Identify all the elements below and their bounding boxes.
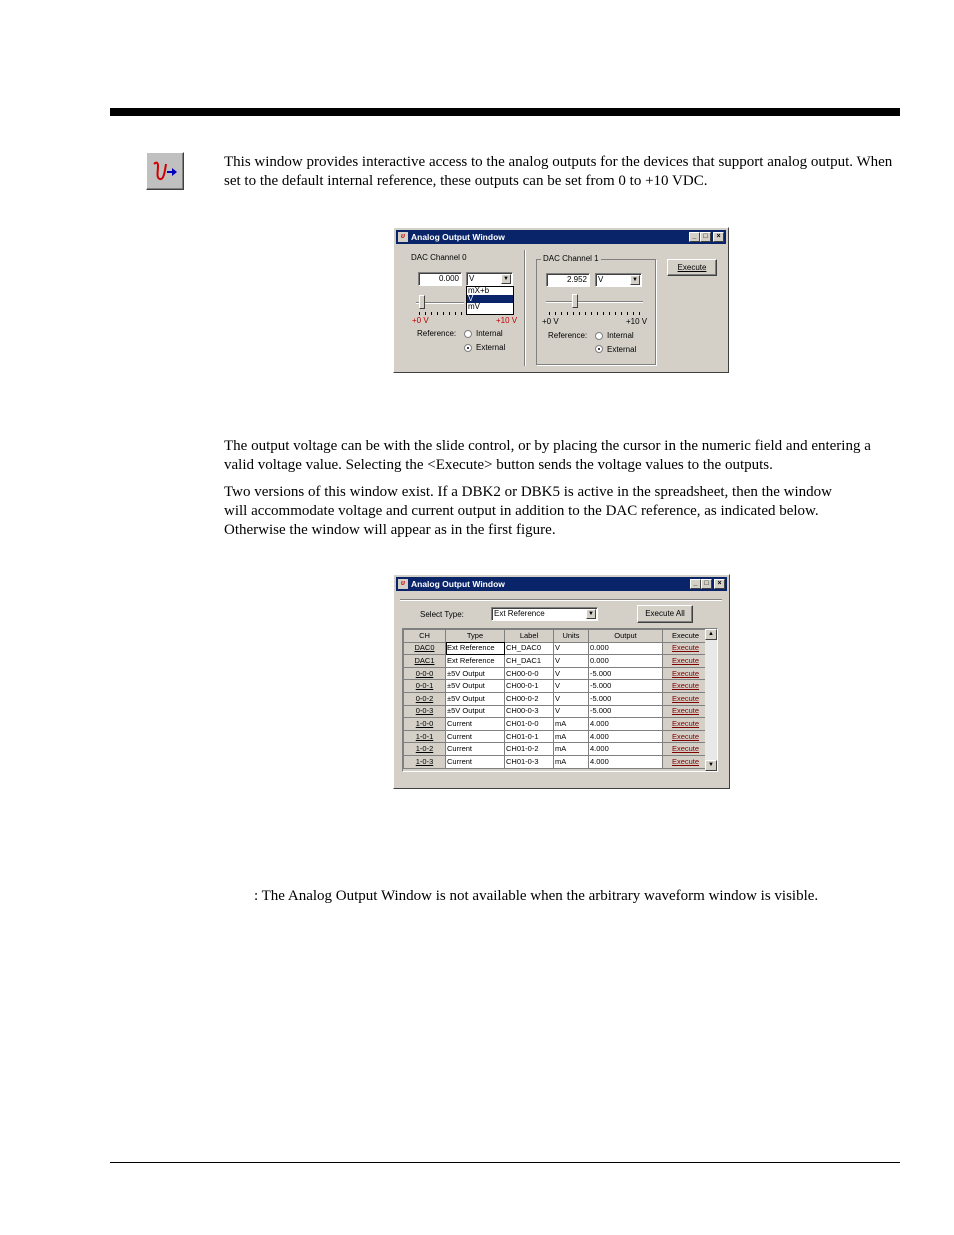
dac1-units-select[interactable] bbox=[595, 273, 642, 287]
row-output[interactable]: 4.000 bbox=[589, 755, 663, 768]
dac1-value-input[interactable]: 2.952 bbox=[546, 273, 590, 287]
row-execute-button[interactable]: Execute bbox=[663, 655, 709, 668]
row-type[interactable]: ±5V Output bbox=[446, 667, 505, 680]
dac1-max-label: +10 V bbox=[626, 317, 648, 326]
dac1-internal-label: Internal bbox=[607, 331, 634, 340]
analog-output-toolbar-button[interactable] bbox=[146, 152, 184, 190]
row-label[interactable]: CH01-0-2 bbox=[505, 743, 554, 756]
column-header-execute[interactable]: Execute bbox=[663, 630, 709, 643]
column-header-ch[interactable]: CH bbox=[404, 630, 446, 643]
dac0-reference-label: Reference: bbox=[417, 329, 457, 338]
select-type-dropdown[interactable] bbox=[491, 607, 598, 621]
intro-paragraph: This window provides interactive access to the analog outputs for the devices that support analog output. When set to the default internal reference, these outputs can be set from 0 to +10 VDC. bbox=[224, 154, 893, 189]
row-execute-button[interactable]: Execute bbox=[663, 680, 709, 693]
row-output[interactable]: -5.000 bbox=[589, 705, 663, 718]
analog-output-icon bbox=[150, 158, 180, 184]
dac0-units-value: V bbox=[469, 274, 475, 283]
column-header-type[interactable]: Type bbox=[446, 630, 505, 643]
row-channel[interactable]: 1-0-1 bbox=[404, 730, 446, 743]
dac1-external-radio[interactable] bbox=[595, 345, 603, 353]
table-header-row bbox=[404, 630, 709, 643]
dac1-slider-ticks bbox=[549, 312, 641, 315]
row-units[interactable]: V bbox=[554, 655, 589, 668]
row-units[interactable]: V bbox=[554, 705, 589, 718]
window-titlebar bbox=[396, 577, 727, 591]
column-header-output[interactable]: Output bbox=[589, 630, 663, 643]
dac0-min-label: +0 V bbox=[412, 316, 429, 325]
row-units[interactable]: mA bbox=[554, 743, 589, 756]
table-row[interactable] bbox=[404, 705, 709, 718]
row-channel[interactable]: 0-0-2 bbox=[404, 692, 446, 705]
row-execute-button[interactable]: Execute bbox=[663, 718, 709, 731]
dac0-slider-ticks bbox=[419, 312, 467, 315]
note-text: : The Analog Output Window is not available when the arbitrary waveform window is visible. bbox=[254, 888, 819, 904]
dac0-external-radio[interactable] bbox=[464, 344, 472, 352]
paragraph-slide-control: The output voltage can be with the slide control, or by placing the cursor in the numeric field and entering a valid voltage value. Selecting the <Execute> button sends the voltage values to the outputs. bbox=[224, 438, 871, 473]
row-label[interactable]: CH00-0-2 bbox=[505, 692, 554, 705]
row-units[interactable]: V bbox=[554, 680, 589, 693]
row-type[interactable]: ±5V Output bbox=[446, 705, 505, 718]
dac1-external-label: External bbox=[607, 345, 637, 354]
select-type-label: Select Type: bbox=[420, 610, 464, 619]
chevron-down-icon[interactable]: ▼ bbox=[586, 609, 596, 619]
select-type-value: Ext Reference bbox=[494, 609, 545, 618]
row-channel[interactable]: 0-0-0 bbox=[404, 667, 446, 680]
row-label[interactable]: CH01-0-1 bbox=[505, 730, 554, 743]
row-channel[interactable]: 0-0-1 bbox=[404, 680, 446, 693]
row-units[interactable]: V bbox=[554, 692, 589, 705]
dac0-slider-thumb[interactable] bbox=[419, 295, 425, 309]
analog-output-window-extended bbox=[393, 574, 730, 789]
column-header-units[interactable]: Units bbox=[554, 630, 589, 643]
window-title: Analog Output Window bbox=[411, 232, 505, 242]
header-rule bbox=[110, 108, 900, 116]
footer-rule bbox=[110, 1162, 900, 1163]
paragraph-two-versions: Two versions of this window exist. If a DBK2 or DBK5 is active in the spreadsheet, then the window will accommodate voltage and current output in addition to the DAC reference, as indicated below. Otherwise the window will appear as in the first figure. bbox=[224, 484, 833, 538]
row-type[interactable]: Current bbox=[446, 718, 505, 731]
close-button[interactable]: × bbox=[713, 232, 724, 242]
row-channel[interactable]: 1-0-3 bbox=[404, 755, 446, 768]
scroll-up-icon[interactable]: ▲ bbox=[705, 629, 717, 640]
dac1-min-label: +0 V bbox=[542, 317, 559, 326]
table-row[interactable] bbox=[404, 667, 709, 680]
dac1-reference-label: Reference: bbox=[548, 331, 588, 340]
row-type[interactable]: Ext Reference bbox=[446, 642, 505, 655]
dropdown-option[interactable]: V bbox=[467, 295, 513, 303]
app-icon: υ bbox=[398, 579, 408, 589]
table-row[interactable] bbox=[404, 730, 709, 743]
vertical-scrollbar[interactable] bbox=[705, 629, 717, 771]
row-units[interactable]: mA bbox=[554, 718, 589, 731]
app-icon: υ bbox=[398, 232, 408, 242]
row-output[interactable]: 0.000 bbox=[589, 655, 663, 668]
analog-output-window-simple bbox=[393, 227, 729, 373]
dac0-value-input[interactable]: 0.000 bbox=[418, 272, 462, 286]
row-execute-button[interactable]: Execute bbox=[663, 692, 709, 705]
scroll-down-icon[interactable]: ▼ bbox=[705, 760, 717, 771]
table-row[interactable] bbox=[404, 718, 709, 731]
table-row[interactable] bbox=[404, 692, 709, 705]
execute-all-button[interactable]: Execute All bbox=[637, 605, 693, 623]
row-label[interactable]: CH00-0-1 bbox=[505, 680, 554, 693]
table-row[interactable] bbox=[404, 680, 709, 693]
vertical-divider bbox=[524, 250, 525, 366]
window-titlebar bbox=[396, 230, 726, 244]
row-type[interactable]: Ext Reference bbox=[446, 655, 505, 668]
window-title: Analog Output Window bbox=[411, 579, 505, 589]
dac1-slider-thumb[interactable] bbox=[572, 294, 578, 308]
row-label[interactable]: CH00-0-0 bbox=[505, 667, 554, 680]
dac0-external-label: External bbox=[476, 343, 506, 352]
dac0-max-label: +10 V bbox=[496, 316, 518, 325]
table-row[interactable] bbox=[404, 755, 709, 768]
row-type[interactable]: Current bbox=[446, 730, 505, 743]
row-label[interactable]: CH_DAC1 bbox=[505, 655, 554, 668]
separator bbox=[400, 599, 722, 600]
column-header-label[interactable]: Label bbox=[505, 630, 554, 643]
dac0-units-dropdown-list bbox=[466, 286, 514, 315]
row-output[interactable]: 4.000 bbox=[589, 743, 663, 756]
row-output[interactable]: 0.000 bbox=[589, 642, 663, 655]
chevron-down-icon[interactable]: ▼ bbox=[501, 274, 511, 284]
row-execute-button[interactable]: Execute bbox=[663, 705, 709, 718]
dac0-group-label: DAC Channel 0 bbox=[411, 253, 467, 262]
row-execute-button[interactable]: Execute bbox=[663, 743, 709, 756]
row-output[interactable]: -5.000 bbox=[589, 667, 663, 680]
row-label[interactable]: CH_DAC0 bbox=[505, 642, 554, 655]
row-output[interactable]: -5.000 bbox=[589, 692, 663, 705]
row-type[interactable]: Current bbox=[446, 743, 505, 756]
row-units[interactable]: V bbox=[554, 667, 589, 680]
table-row[interactable] bbox=[404, 743, 709, 756]
row-execute-button[interactable]: Execute bbox=[663, 755, 709, 768]
row-execute-button[interactable]: Execute bbox=[663, 642, 709, 655]
row-label[interactable]: CH01-0-0 bbox=[505, 718, 554, 731]
row-output[interactable]: 4.000 bbox=[589, 730, 663, 743]
row-channel[interactable]: DAC1 bbox=[404, 655, 446, 668]
table-row[interactable] bbox=[404, 655, 709, 668]
row-output[interactable]: -5.000 bbox=[589, 680, 663, 693]
dac0-internal-label: Internal bbox=[476, 329, 503, 338]
row-execute-button[interactable]: Execute bbox=[663, 730, 709, 743]
close-button[interactable]: × bbox=[714, 579, 725, 589]
channel-table bbox=[403, 629, 709, 769]
row-label[interactable]: CH00-0-3 bbox=[505, 705, 554, 718]
row-units[interactable]: mA bbox=[554, 755, 589, 768]
row-label[interactable]: CH01-0-3 bbox=[505, 755, 554, 768]
maximize-button[interactable]: □ bbox=[700, 232, 711, 242]
dac0-internal-radio[interactable] bbox=[464, 330, 472, 338]
row-type[interactable]: ±5V Output bbox=[446, 680, 505, 693]
row-execute-button[interactable]: Execute bbox=[663, 667, 709, 680]
minimize-button[interactable]: _ bbox=[689, 232, 700, 242]
dac1-units-value: V bbox=[598, 275, 604, 284]
maximize-button[interactable]: □ bbox=[701, 579, 712, 589]
row-output[interactable]: 4.000 bbox=[589, 718, 663, 731]
dac0-units-select[interactable] bbox=[466, 272, 513, 286]
table-row[interactable] bbox=[404, 642, 709, 655]
minimize-button[interactable]: _ bbox=[690, 579, 701, 589]
row-units[interactable]: mA bbox=[554, 730, 589, 743]
dac1-slider-track[interactable] bbox=[546, 301, 643, 303]
channel-grid bbox=[402, 628, 718, 772]
dac1-group-label: DAC Channel 1 bbox=[543, 254, 599, 263]
row-units[interactable]: V bbox=[554, 642, 589, 655]
dropdown-option[interactable]: mV bbox=[468, 302, 480, 311]
row-type[interactable]: Current bbox=[446, 755, 505, 768]
row-type[interactable]: ±5V Output bbox=[446, 692, 505, 705]
chevron-down-icon[interactable]: ▼ bbox=[630, 275, 640, 285]
dropdown-option[interactable]: mX+b bbox=[468, 286, 490, 295]
row-channel[interactable]: 1-0-2 bbox=[404, 743, 446, 756]
row-channel[interactable]: 1-0-0 bbox=[404, 718, 446, 731]
row-channel[interactable]: DAC0 bbox=[404, 642, 446, 655]
execute-button[interactable]: Execute bbox=[667, 259, 717, 276]
row-channel[interactable]: 0-0-3 bbox=[404, 705, 446, 718]
dac1-internal-radio[interactable] bbox=[595, 332, 603, 340]
